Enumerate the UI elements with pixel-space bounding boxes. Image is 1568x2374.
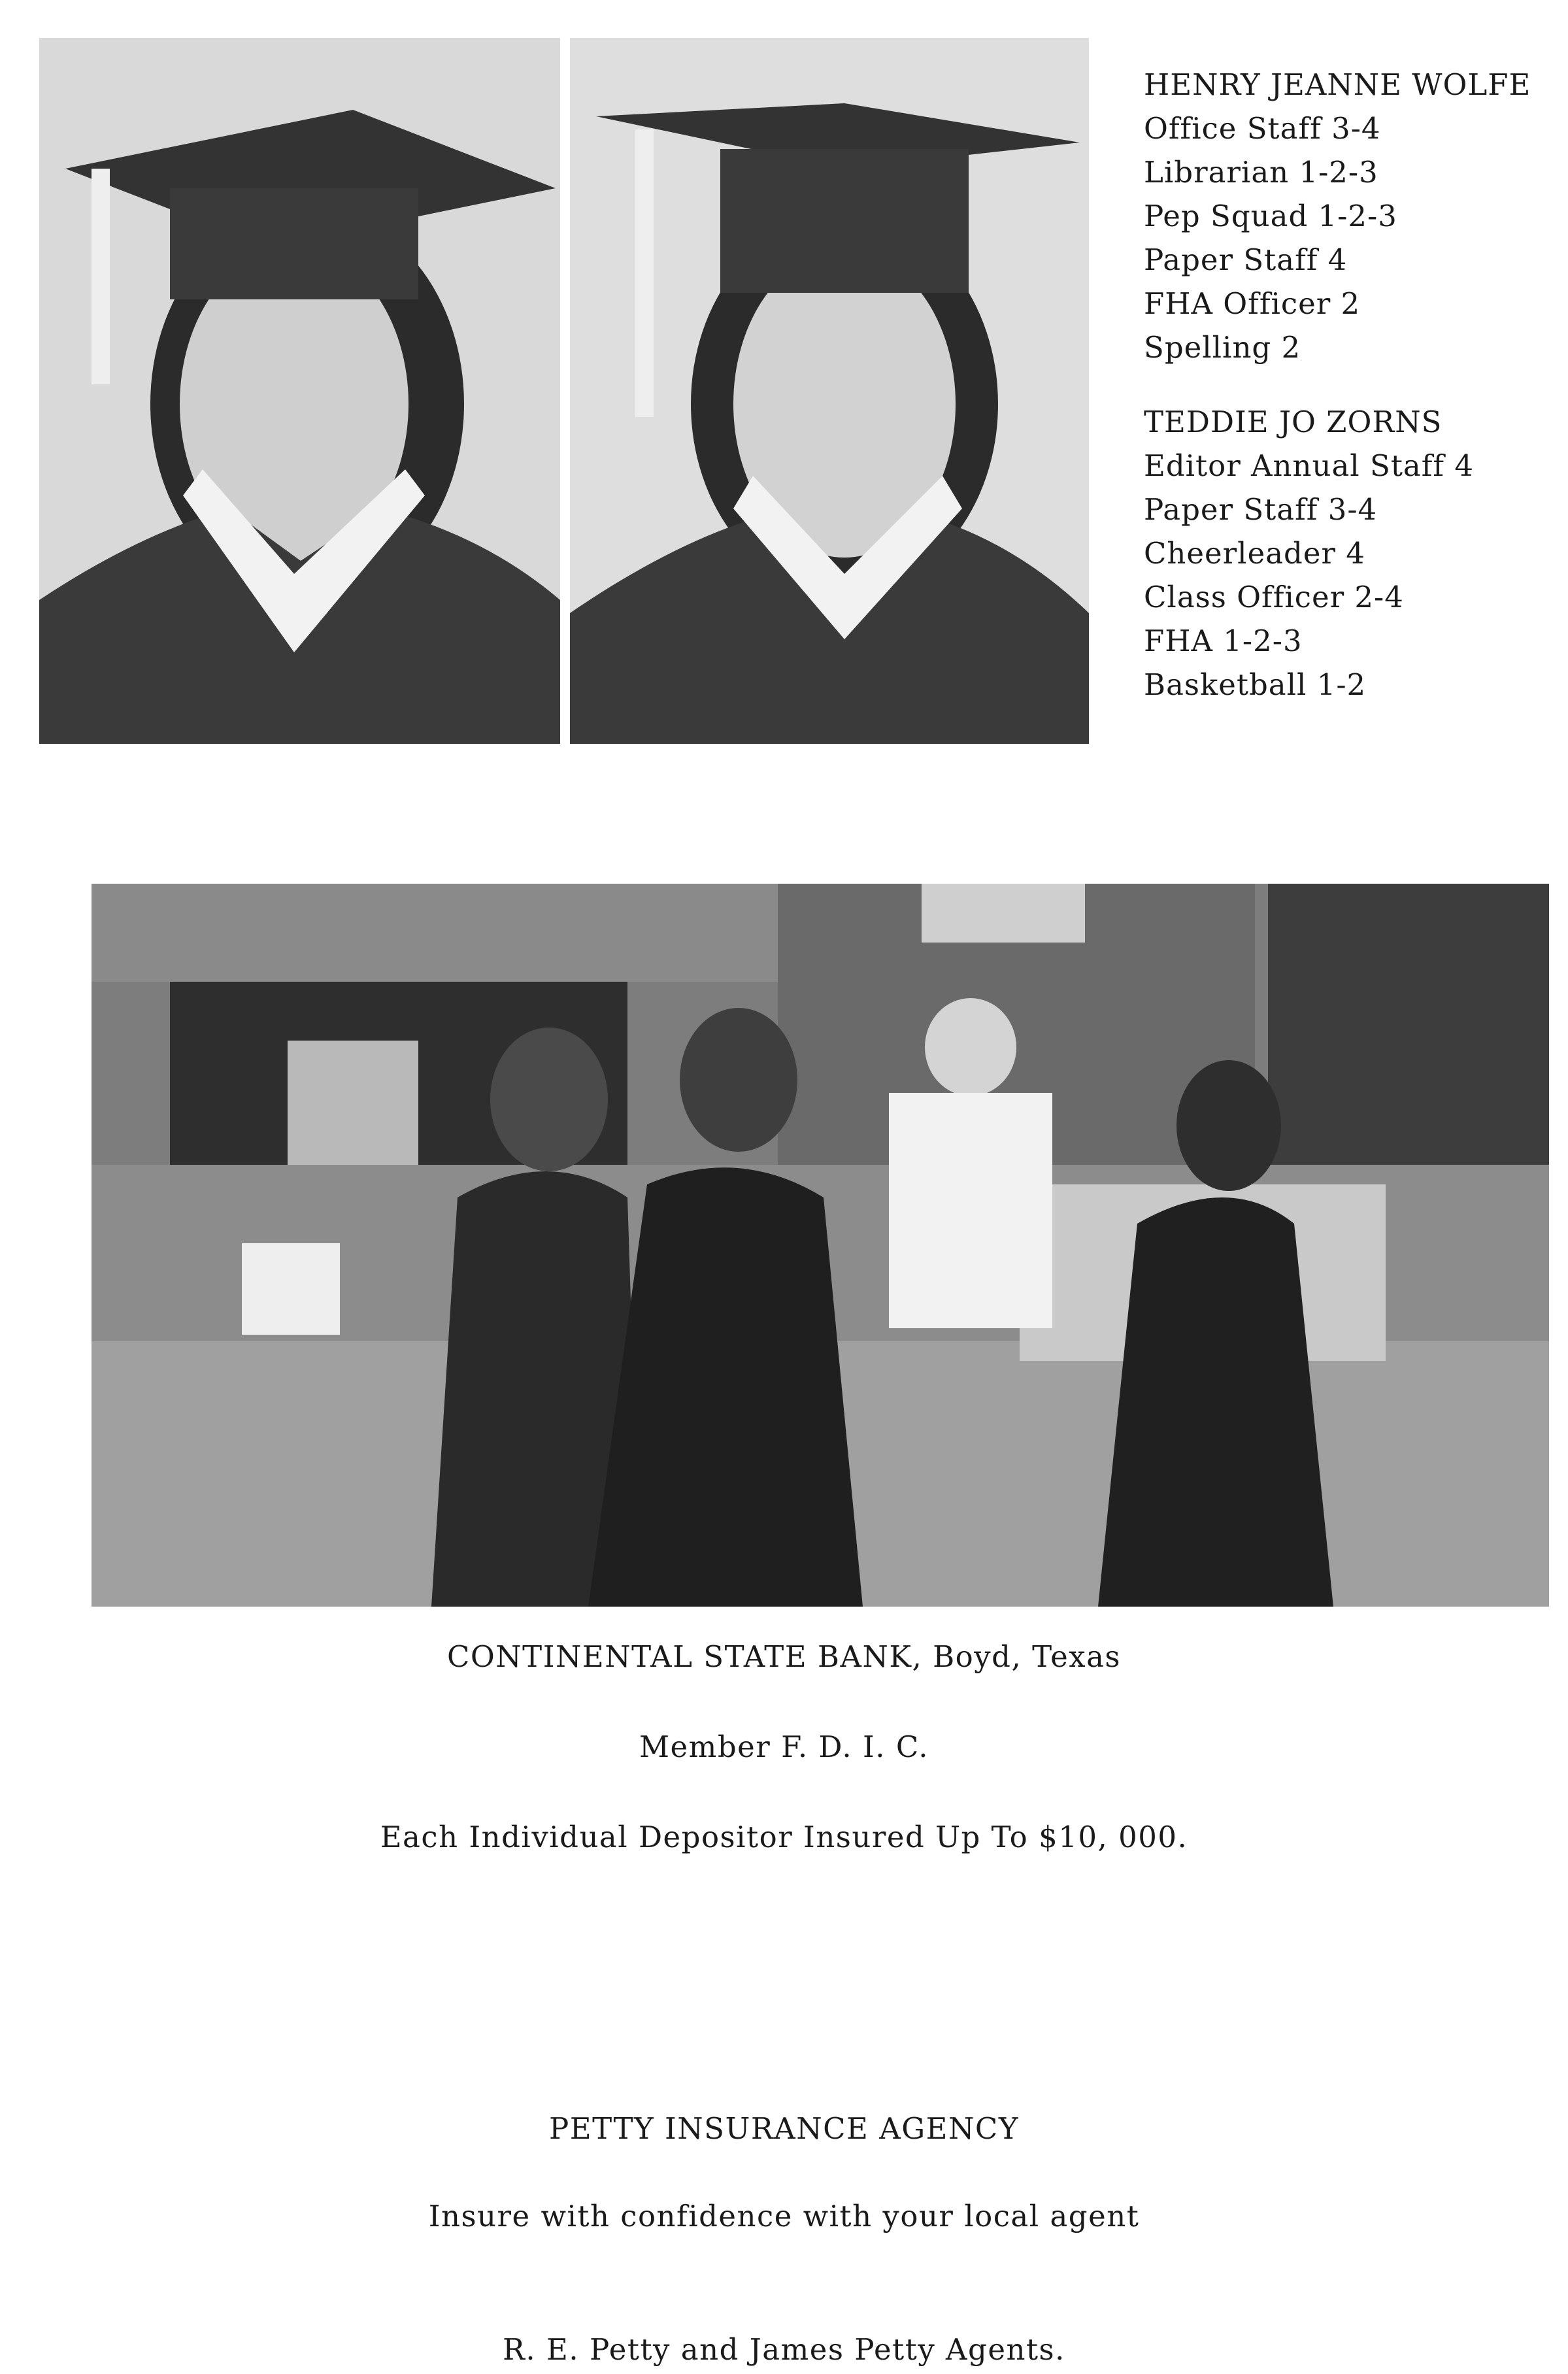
insurance-agents: R. E. Petty and James Petty Agents. xyxy=(503,2332,1065,2367)
bank-counter-photo xyxy=(92,884,1549,1607)
activity-item: Cheerleader 4 xyxy=(1144,536,1365,571)
portrait-photo-wolfe xyxy=(39,38,560,744)
activity-item: Basketball 1-2 xyxy=(1144,667,1367,702)
activity-item: Office Staff 3-4 xyxy=(1144,111,1381,146)
activity-item: Paper Staff 3-4 xyxy=(1144,492,1378,527)
student-bio-wolfe xyxy=(1144,63,1531,369)
insurance-slogan: Insure with confidence with your local agent xyxy=(428,2199,1140,2233)
activity-item: Paper Staff 4 xyxy=(1144,242,1348,277)
activity-item: Librarian 1-2-3 xyxy=(1144,155,1378,190)
student-name: HENRY JEANNE WOLFE xyxy=(1144,67,1531,102)
portrait-photo-zorns xyxy=(570,38,1089,744)
student-name: TEDDIE JO ZORNS xyxy=(1144,405,1443,439)
activity-item: Pep Squad 1-2-3 xyxy=(1144,199,1397,233)
bank-name: CONTINENTAL STATE BANK, Boyd, Texas xyxy=(446,1639,1122,1674)
activity-item: FHA 1-2-3 xyxy=(1144,624,1303,658)
insurance-agency-name: PETTY INSURANCE AGENCY xyxy=(548,2111,1020,2146)
activity-item: Spelling 2 xyxy=(1144,330,1301,365)
activity-item: Editor Annual Staff 4 xyxy=(1144,448,1474,483)
activity-item: FHA Officer 2 xyxy=(1144,286,1361,321)
bank-insured-line: Each Individual Depositor Insured Up To $10, 000. xyxy=(380,1820,1188,1854)
bank-member-line: Member F. D. I. C. xyxy=(639,1730,929,1764)
activity-item: Class Officer 2-4 xyxy=(1144,580,1404,614)
student-bio-zorns xyxy=(1144,400,1474,707)
